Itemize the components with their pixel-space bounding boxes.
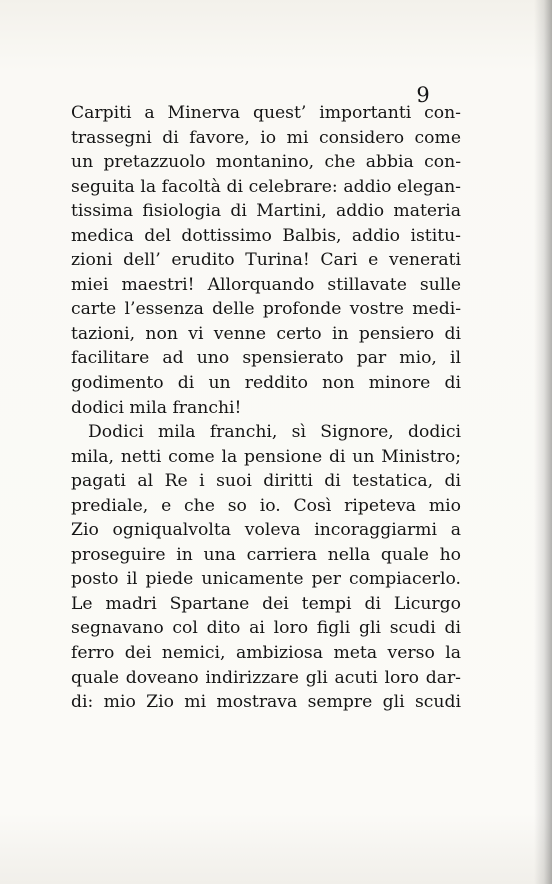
page-number: 9	[416, 83, 430, 107]
text-line: Zio ogniqualvolta voleva incoraggiarmi a	[71, 520, 461, 541]
page-body-text	[71, 101, 461, 715]
text-line: facilitare ad uno spensierato par mio, il	[71, 348, 461, 369]
text-line: di: mio Zio mi mostrava sempre gli scudi	[71, 692, 461, 713]
text-line: dodici mila franchi!	[71, 397, 242, 418]
text-line: proseguire in una carriera nella quale ho	[71, 544, 461, 565]
text-line: pagati al Re i suoi diritti di testatica, di	[71, 471, 461, 492]
text-line: prediale, e che so io. Così ripeteva mio	[71, 495, 461, 516]
text-line: ferro dei nemici, ambiziosa meta verso la	[71, 643, 461, 664]
text-line: posto il piede unicamente per compiacerlo.	[71, 569, 461, 590]
text-line: mila, netti come la pensione di un Ministro;	[71, 446, 461, 467]
text-line: Le madri Spartane dei tempi di Licurgo	[71, 593, 461, 614]
text-line: carte l’essenza delle profonde vostre medi-	[71, 299, 461, 320]
page-edge-shadow	[534, 0, 552, 884]
text-line: zioni dell’ erudito Turina! Cari e venerati	[71, 250, 461, 271]
paragraph-first-line: Dodici mila franchi, sì Signore, dodici	[88, 422, 461, 443]
text-line: tissima fisiologia di Martini, addio materia	[71, 201, 461, 222]
text-line: tazioni, non vi venne certo in pensiero di	[71, 323, 461, 344]
text-line: quale doveano indirizzare gli acuti loro dar-	[71, 667, 461, 688]
text-line: godimento di un reddito non minore di	[71, 373, 461, 394]
text-line: seguita la facoltà di celebrare: addio elegan-	[71, 176, 461, 197]
text-line: miei maestri! Allorquando stillavate sulle	[71, 274, 461, 295]
text-line: Carpiti a Minerva quest’ importanti con-	[71, 103, 461, 123]
text-line: trassegni di favore, io mi considero come	[71, 127, 461, 148]
text-line: un pretazzuolo montanino, che abbia con-	[71, 152, 461, 173]
text-line: segnavano col dito ai loro figli gli scudi di	[71, 618, 461, 639]
text-line: medica del dottissimo Balbis, addio istitu-	[71, 225, 461, 246]
